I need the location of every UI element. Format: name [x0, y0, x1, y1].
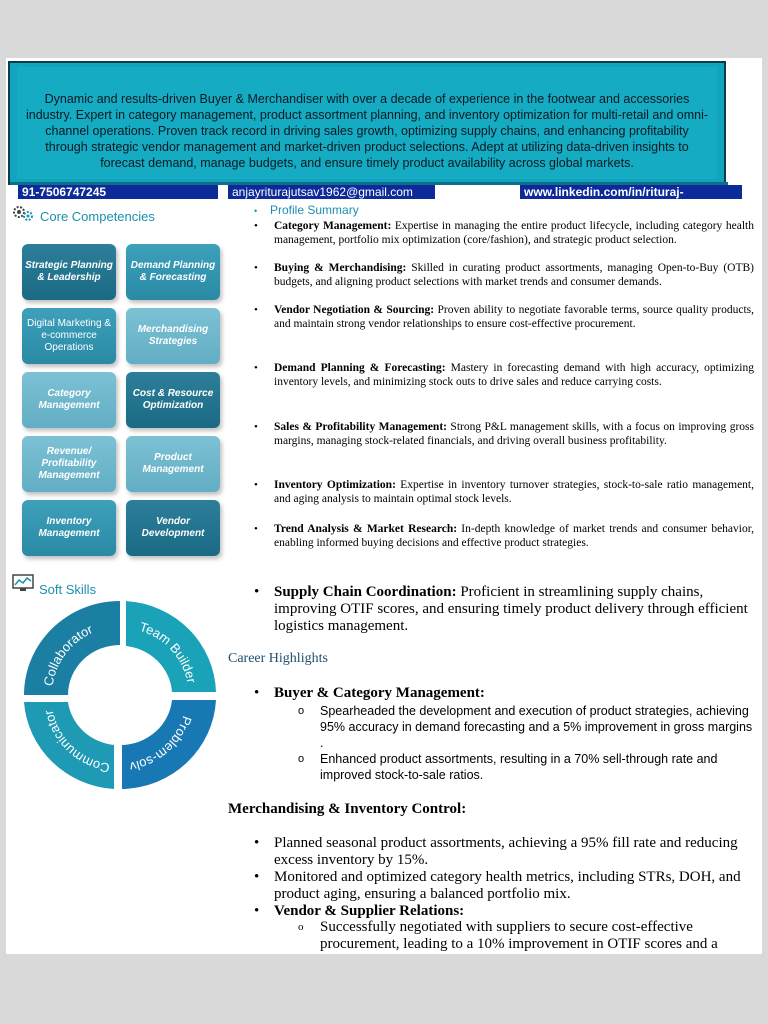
career-highlights-title: Career Highlights [228, 651, 328, 666]
tile-merchandising-strategies: Merchandising Strategies [126, 308, 220, 364]
core-competencies-title: Core Competencies [40, 209, 155, 224]
wheel-label-problem-solver: Problem-solv [128, 714, 195, 775]
profile-item: • Inventory Optimization: Expertise in inventory turnover strategies, stock-to-sale ratio management, and aging analysis to maintain optimal stock levels. [254, 479, 754, 505]
tile-demand-planning: Demand Planning & Forecasting [126, 244, 220, 300]
phone-number: 91-7506747245 [18, 185, 218, 199]
profile-summary-title: • Profile Summary [254, 203, 359, 217]
tile-strategic-planning: Strategic Planning & Leadership [22, 244, 116, 300]
soft-skills-title: Soft Skills [39, 582, 97, 597]
merch-item: • Planned seasonal product assortments, achieving a 95% fill rate and reducing excess inventory by 15%. [254, 835, 738, 868]
vendor-item: o Successfully negotiated with suppliers to secure cost-effective procurement, leading to a 10% improvement in OTIF scores and a [298, 919, 718, 952]
merchandising-heading: Merchandising & Inventory Control: [228, 801, 467, 817]
supply-chain-item: • Supply Chain Coordination: Proficient in streamlining supply chains, improving OTIF scores, and ensuring timely product delivery through efficient logistics management. [254, 584, 748, 634]
soft-skills-wheel [22, 600, 218, 790]
wheel-label-team-builder: Team Builder [137, 619, 200, 685]
profile-item: • Buying & Merchandising: Skilled in curating product assortments, managing Open-to-Buy (OTB) budgets, and aligning product selections with market trends and consumer demands. [254, 262, 754, 288]
tile-digital-marketing: Digital Marketing & e-commerce Operations [22, 308, 116, 364]
summary-banner [8, 61, 726, 185]
gears-icon [12, 204, 34, 222]
tile-vendor-development: Vendor Development [126, 500, 220, 556]
profile-item: • Demand Planning & Forecasting: Mastery in forecasting demand with high accuracy, optimizing inventory levels, and minimizing stock outs to drive sales and reduce carrying costs. [254, 362, 754, 388]
resume-page [6, 58, 762, 954]
vendor-heading: • Vendor & Supplier Relations: [254, 903, 465, 919]
profile-item: • Sales & Profitability Management: Strong P&L management skills, with a focus on improving gross margins, managing stock-related financials, and driving overall business profitability. [254, 421, 754, 447]
wheel-segment-team-builder [126, 601, 216, 692]
tile-revenue-management: Revenue/ Profitability Management [22, 436, 116, 492]
chart-monitor-icon [12, 574, 34, 592]
profile-item: • Trend Analysis & Market Research: In-depth knowledge of market trends and consumer behavior, enabling informed buying decisions and effective product strategies. [254, 523, 754, 549]
buyer-item: o Enhanced product assortments, resulting in a 70% sell-through rate and improved stock-to-sale ratios. [298, 752, 718, 782]
profile-item: • Category Management: Expertise in managing the entire product lifecycle, including category health management, portfolio mix optimization (core/fashion), and strategic product selection. [254, 220, 754, 246]
email-link[interactable]: anjayriturajutsav1962@gmail.com [228, 185, 435, 199]
tile-cost-optimization: Cost & Resource Optimization [126, 372, 220, 428]
buyer-category-heading: • Buyer & Category Management: [254, 685, 485, 701]
banner-summary-text: Dynamic and results-driven Buyer & Merchandiser with over a decade of experience in the footwear and accessories industry. Expert in category management, product assortment planning, and inventory optimization for multi-retail and omni-channel operations. Proven track record in driving sales growth, optimizing supply chains, and enhancing profitability through strategic vendor management and market-driven product selections. Adept at utilizing data-driven insights to forecast demand, manage budgets, and ensure timely product availability across global markets. [17, 67, 717, 179]
profile-item: • Vendor Negotiation & Sourcing: Proven ability to negotiate favorable terms, source quality products, and maintain strong vendor relationships to ensure cost-effective procurement. [254, 304, 754, 330]
wheel-label-communicator: Communicator [40, 708, 111, 776]
merch-item: • Monitored and optimized category health metrics, including STRs, DOH, and product aging, ensuring a balanced portfolio mix. [254, 869, 741, 902]
buyer-item: o Spearheaded the development and execution of product strategies, achieving 95% accuracy in demand forecasting and a 5% improvement in gross margins . [298, 704, 753, 750]
linkedin-link[interactable]: www.linkedin.com/in/rituraj- [520, 185, 742, 199]
tile-product-management: Product Management [126, 436, 220, 492]
tile-inventory-management: Inventory Management [22, 500, 116, 556]
wheel-label-collaborator: Collaborator [40, 621, 95, 688]
tile-category-management: Category Management [22, 372, 116, 428]
